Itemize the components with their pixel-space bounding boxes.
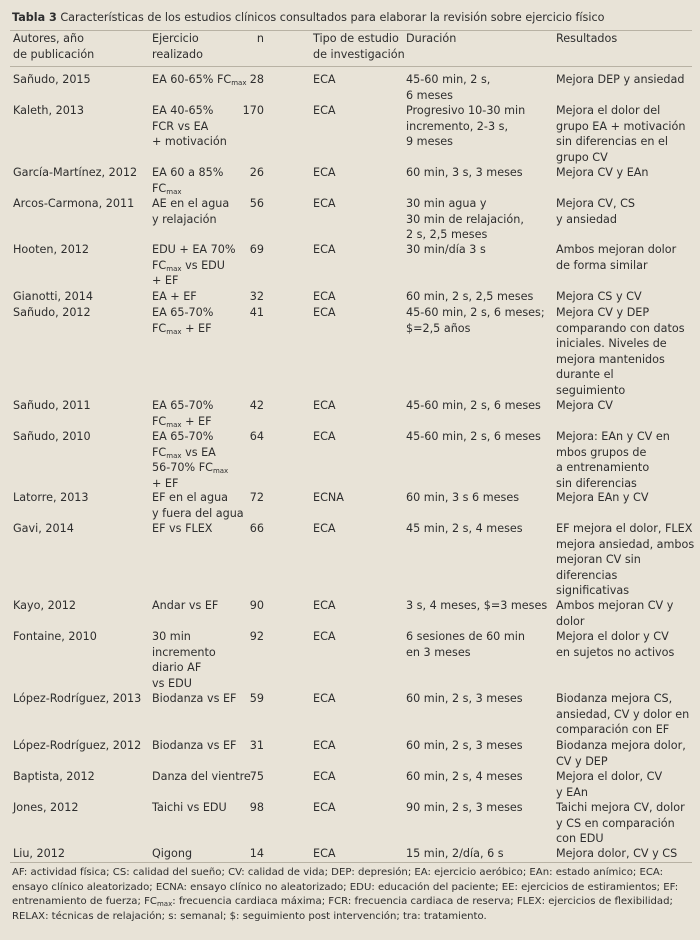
cell-autores: Latorre, 2013 (13, 491, 89, 504)
cell-tipo: ECA (313, 599, 336, 612)
cell-n: 90 (249, 599, 264, 612)
cell-n: 56 (249, 197, 264, 210)
cell-duracion: Progresivo 10-30 min incremento, 2-3 s, 9 meses (406, 104, 526, 148)
header-tipo: Tipo de estudio de investigación (313, 32, 405, 61)
cell-ejercicio: EA + EF (152, 290, 197, 303)
cell-autores: López-Rodríguez, 2013 (13, 692, 142, 705)
cell-ejercicio: EA 60 a 85% $FC_{max}$ (152, 166, 224, 196)
cell-ejercicio: 30 min incremento diario AF vs EDU (152, 630, 216, 690)
cell-n: 64 (249, 430, 264, 443)
cell-ejercicio: Biodanza vs EF (152, 692, 237, 705)
cell-duracion: 45-60 min, 2 s, 6 meses; $=2,5 años (406, 306, 545, 335)
cell-tipo: ECA (313, 104, 336, 117)
cell-resultados: Mejora el dolor, CV y EAn (556, 770, 663, 799)
cell-tipo: ECA (313, 739, 336, 752)
cell-duracion: 60 min, 2 s, 3 meses (406, 739, 523, 752)
cell-resultados: Mejora: EAn y CV en mbos grupos de a entrenamiento sin diferencias (556, 430, 670, 490)
cell-autores: Jones, 2012 (13, 801, 79, 814)
cell-autores: García-Martínez, 2012 (13, 166, 138, 179)
bottom-rule (10, 862, 692, 863)
cell-n: 41 (249, 306, 264, 319)
header-ejercicio: Ejercicio realizado (152, 32, 203, 61)
cell-resultados: Mejora CV, CS y ansiedad (556, 197, 635, 226)
cell-resultados: Mejora CV y EAn (556, 166, 649, 179)
cell-resultados: Ambos mejoran dolor de forma similar (556, 243, 677, 272)
cell-tipo: ECA (313, 801, 336, 814)
table-caption (12, 11, 692, 25)
cell-duracion: 60 min, 2 s, 4 meses (406, 770, 523, 783)
cell-autores: Baptista, 2012 (13, 770, 95, 783)
cell-ejercicio: Biodanza vs EF (152, 739, 237, 752)
cell-resultados: Biodanza mejora CS, ansiedad, CV y dolor en comparación con EF (556, 692, 690, 736)
header-autores: Autores, año de publicación (13, 32, 95, 61)
cell-duracion: 3 s, 4 meses, $=3 meses (406, 599, 548, 612)
cell-autores: Sañudo, 2011 (13, 399, 91, 412)
cell-tipo: ECA (313, 243, 336, 256)
cell-ejercicio: EDU + EA 70% $FC_{max}$ vs EDU + EF (152, 243, 236, 287)
cell-ejercicio: EA 65-70% $FC_{max}$ + EF (152, 306, 214, 336)
header-duracion: Duración (406, 32, 457, 45)
cell-ejercicio: EF vs FLEX (152, 522, 213, 535)
cell-autores: Kaleth, 2013 (13, 104, 85, 117)
cell-autores: Sañudo, 2010 (13, 430, 91, 443)
cell-n: 92 (249, 630, 264, 643)
cell-n: 98 (249, 801, 264, 814)
cell-tipo: ECA (313, 522, 336, 535)
cell-resultados: Mejora EAn y CV (556, 491, 649, 504)
cell-duracion: 60 min, 3 s, 3 meses (406, 166, 523, 179)
cell-resultados: EF mejora el dolor, FLEX mejora ansiedad, ambos mejoran CV sin diferencias significativas (556, 522, 695, 597)
cell-duracion: 45-60 min, 2 s, 6 meses (406, 430, 541, 443)
cell-n: 28 (249, 73, 264, 86)
cell-tipo: ECA (313, 197, 336, 210)
cell-resultados: Ambos mejoran CV y dolor (556, 599, 674, 628)
header-rule (10, 66, 692, 67)
cell-duracion: 60 min, 2 s, 2,5 meses (406, 290, 534, 303)
cell-duracion: 30 min agua y 30 min de relajación, 2 s, 2,5 meses (406, 197, 524, 241)
cell-resultados: Mejora dolor, CV y CS (556, 847, 678, 860)
header-n: n (256, 32, 264, 45)
cell-resultados: Mejora el dolor del grupo EA + motivación sin diferencias en el grupo CV (556, 104, 686, 164)
cell-resultados: Mejora CV (556, 399, 613, 412)
cell-resultados: Mejora el dolor y CV en sujetos no activos (556, 630, 675, 659)
cell-ejercicio: AE en el agua y relajación (152, 197, 230, 226)
cell-autores: Liu, 2012 (13, 847, 66, 860)
cell-duracion: 60 min, 2 s, 3 meses (406, 692, 523, 705)
cell-tipo: ECA (313, 399, 336, 412)
cell-ejercicio: Andar vs EF (152, 599, 219, 612)
table-title: Características de los estudios clínicos consultados para elaborar la revisión sobre ejercicio físico (60, 11, 605, 24)
cell-duracion: 30 min/día 3 s (406, 243, 486, 256)
cell-ejercicio: EA 65-70% $FC_{max}$ + EF (152, 399, 214, 429)
cell-duracion: 90 min, 2 s, 3 meses (406, 801, 523, 814)
cell-autores: Gianotti, 2014 (13, 290, 94, 303)
cell-ejercicio: EA 65-70% $FC_{max}$ vs EA 56-70% $FC_{max}$ + EF (152, 430, 229, 490)
cell-duracion: 45-60 min, 2 s, 6 meses (406, 73, 491, 102)
table-footnote: AF: actividad física; CS: calidad del sueño; CV: calidad de vida; DEP: depresión; EA: ejercicio aeróbico; EAn: estado anímico; ECA: ensayo clínico aleatorizado; ECNA: ensayo clínico no aleatorizado; EDU: educación del paciente; EE: ejercicios de estiramientos; EF: entrenamiento de fuerza; $FC_{max}$: frecuencia cardiaca máxima; FCR: frecuencia cardiaca de reserva; FLEX: ejercicios de flexibilidad; RELAX: técnicas de relajación; s: semanal; $: seguimiento post intervención; tra: tratamiento. (12, 867, 679, 922)
cell-ejercicio: EF en el agua y fuera del agua (152, 491, 244, 520)
cell-ejercicio: EA 40-65% FCR vs EA + motivación (152, 104, 227, 148)
cell-n: 72 (249, 491, 264, 504)
cell-duracion: 60 min, 3 s 6 meses (406, 491, 520, 504)
cell-tipo: ECNA (313, 491, 344, 504)
cell-resultados: Biodanza mejora dolor, CV y DEP (556, 739, 686, 768)
cell-n: 59 (249, 692, 264, 705)
cell-duracion: 15 min, 2/día, 6 s (406, 847, 504, 860)
cell-autores: Fontaine, 2010 (13, 630, 97, 643)
cell-resultados: Mejora DEP y ansiedad (556, 73, 685, 86)
cell-autores: Sañudo, 2012 (13, 306, 91, 319)
cell-tipo: ECA (313, 306, 336, 319)
table-number: Tabla 3 (12, 11, 57, 24)
cell-n: 32 (249, 290, 264, 303)
cell-ejercicio: Taichi vs EDU (152, 801, 227, 814)
cell-duracion: 45-60 min, 2 s, 6 meses (406, 399, 541, 412)
cell-n: 14 (249, 847, 264, 860)
cell-duracion: 6 sesiones de 60 min en 3 meses (406, 630, 525, 659)
cell-tipo: ECA (313, 847, 336, 860)
cell-ejercicio: EA 60-65% $FC_{max}$ (152, 73, 247, 87)
cell-n: 66 (249, 522, 264, 535)
cell-tipo: ECA (313, 290, 336, 303)
cell-autores: Sañudo, 2015 (13, 73, 91, 86)
cell-tipo: ECA (313, 166, 336, 179)
cell-autores: Hooten, 2012 (13, 243, 90, 256)
cell-tipo: ECA (313, 73, 336, 86)
cell-n: 42 (249, 399, 264, 412)
cell-ejercicio: Danza del vientre (152, 770, 251, 783)
cell-duracion: 45 min, 2 s, 4 meses (406, 522, 523, 535)
cell-n: 31 (249, 739, 264, 752)
cell-autores: López-Rodríguez, 2012 (13, 739, 142, 752)
cell-tipo: ECA (313, 692, 336, 705)
cell-resultados: Mejora CS y CV (556, 290, 642, 303)
cell-autores: Arcos-Carmona, 2011 (13, 197, 135, 210)
cell-tipo: ECA (313, 630, 336, 643)
cell-tipo: ECA (313, 770, 336, 783)
cell-n: 69 (249, 243, 264, 256)
cell-resultados: Taichi mejora CV, dolor y CS en comparación con EDU (556, 801, 685, 845)
cell-tipo: ECA (313, 430, 336, 443)
cell-n: 26 (249, 166, 264, 179)
cell-n: 170 (242, 104, 264, 117)
cell-autores: Kayo, 2012 (13, 599, 77, 612)
header-resultados: Resultados (556, 32, 618, 45)
cell-autores: Gavi, 2014 (13, 522, 74, 535)
cell-n: 75 (249, 770, 264, 783)
cell-resultados: Mejora CV y DEP comparando con datos iniciales. Niveles de mejora mantenidos durante el seguimiento (556, 306, 685, 397)
cell-ejercicio: Qigong (152, 847, 193, 860)
